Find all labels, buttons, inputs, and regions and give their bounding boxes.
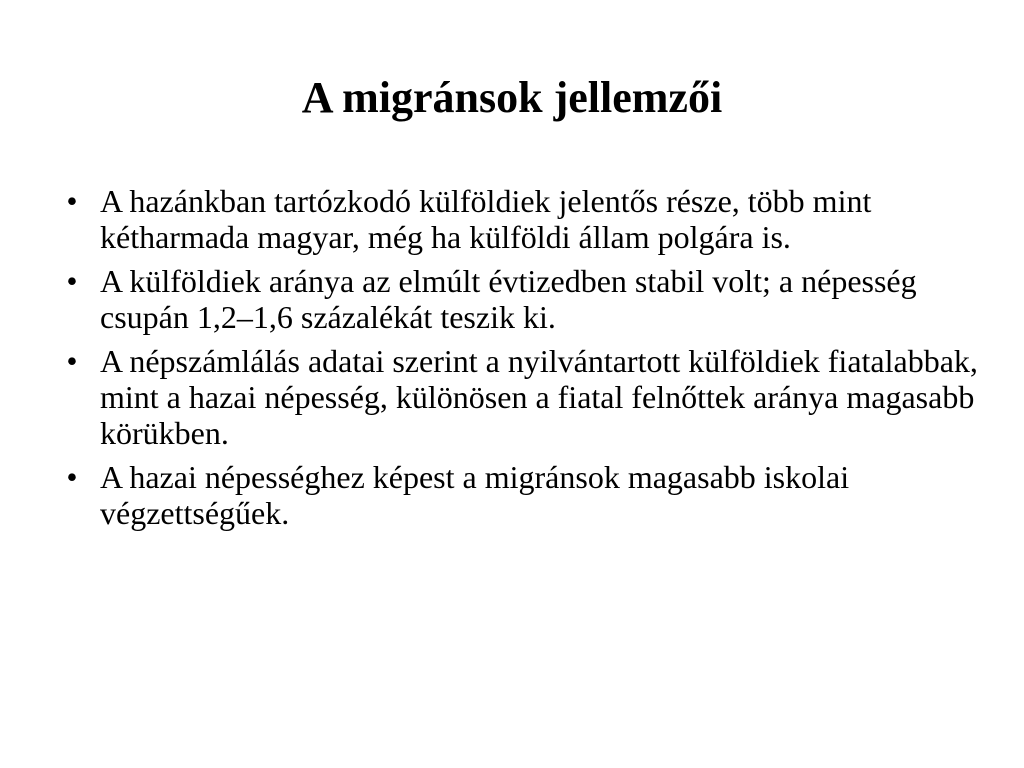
bullet-list bbox=[60, 183, 980, 539]
bullet-text: A népszámlálás adatai szerint a nyilvántartott külföldiek fiatalabbak, mint a hazai népesség, különösen a fiatal felnőttek aránya magasabb körükben. bbox=[100, 343, 978, 451]
bullet-item-1 bbox=[60, 183, 980, 255]
bullet-text: A külföldiek aránya az elmúlt évtizedben stabil volt; a népesség csupán 1,2–1,6 százalékát teszik ki. bbox=[100, 263, 917, 335]
bullet-text: A hazai népességhez képest a migránsok magasabb iskolai végzettségűek. bbox=[100, 459, 850, 531]
bullet-icon: • bbox=[66, 459, 78, 495]
bullet-item-2 bbox=[60, 263, 980, 335]
bullet-text: A hazánkban tartózkodó külföldiek jelentős része, több mint kétharmada magyar, még ha külföldi állam polgára is. bbox=[100, 183, 872, 255]
slide-title: A migránsok jellemzői bbox=[301, 73, 723, 122]
bullet-icon: • bbox=[66, 343, 78, 379]
bullet-icon: • bbox=[66, 263, 78, 299]
bullet-icon: • bbox=[66, 183, 78, 219]
bullet-item-4 bbox=[60, 459, 980, 531]
bullet-item-3 bbox=[60, 343, 980, 451]
